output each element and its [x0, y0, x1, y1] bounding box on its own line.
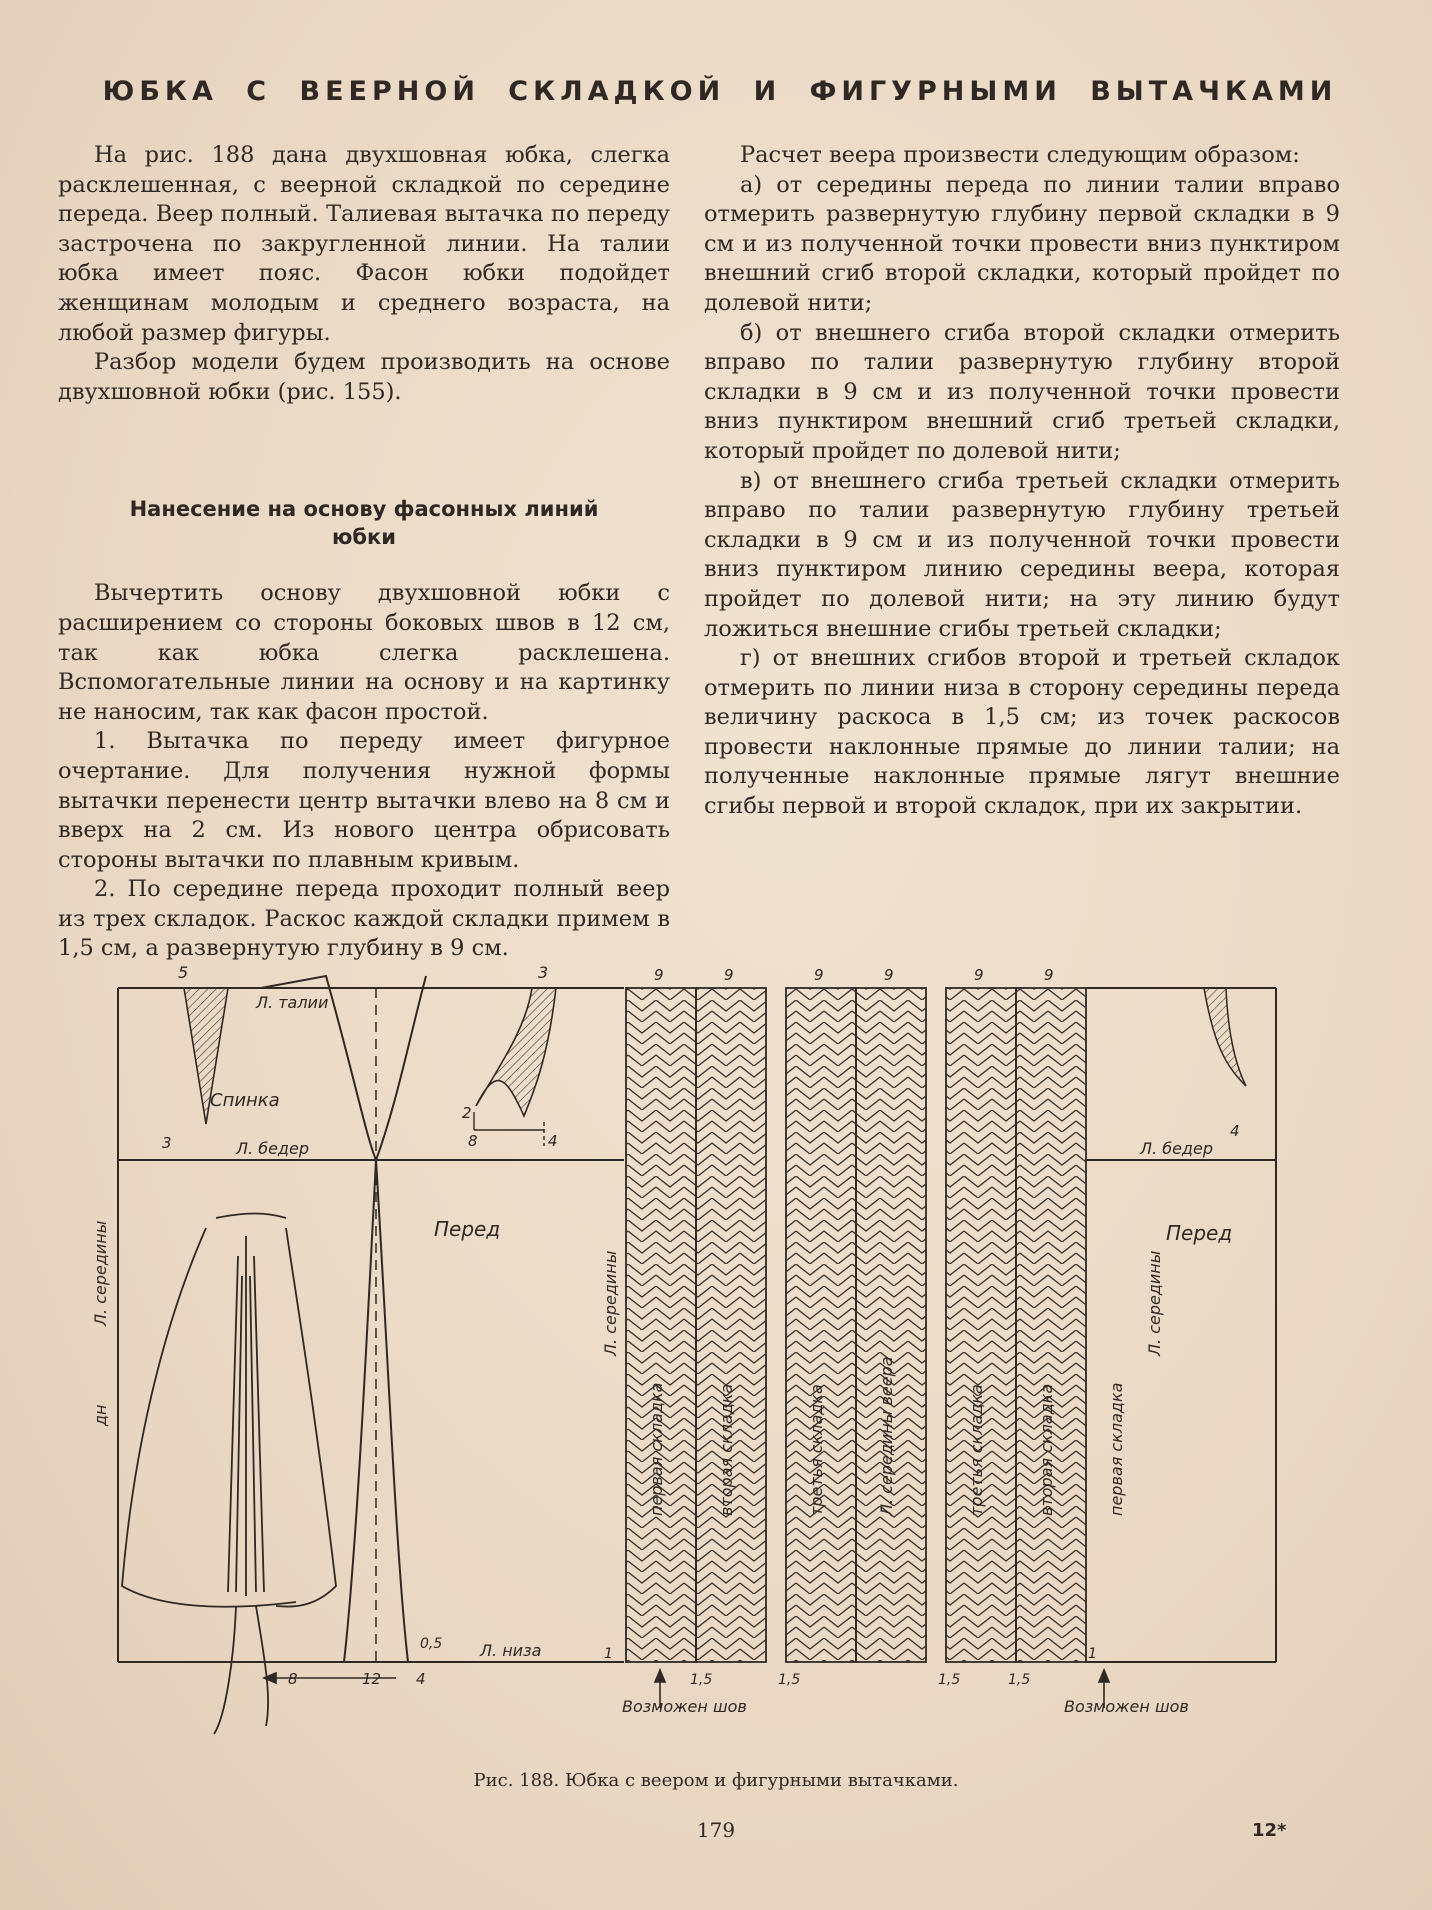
figure-caption: Рис. 188. Юбка с веером и фигурными вытачками. [473, 1770, 959, 1791]
paragraph: 1. Вытачка по переду имеет фигурное очертание. Для получения нужной формы вытачки перенести центр вытачки влево на 8 см и вверх на 2 см. Из нового центра обрисовать стороны вытачки по плавным кривым. [58, 728, 670, 873]
point-number: 3 [162, 1134, 172, 1152]
page-title: ЮБКА С ВЕЕРНОЙ СКЛАДКОЙ И ФИГУРНЫМИ ВЫТАЧКАМИ [102, 76, 1338, 107]
right-dart [1204, 988, 1246, 1086]
skirt-right-outline [1086, 988, 1276, 1662]
point-number: 1 [1088, 1646, 1097, 1662]
point-number: 12 [362, 1670, 382, 1688]
pleat-panel [626, 988, 696, 1662]
pleat-panel [696, 988, 766, 1662]
center-line-label-right: Л. середины [1145, 1250, 1164, 1356]
front-label: Перед [434, 1217, 501, 1241]
pattern-drawing [91, 956, 1296, 1756]
hip-line-label: Л. бедер [236, 1139, 309, 1158]
pleat-label: Л. середины веера [877, 1356, 896, 1516]
pleat-depth: 9 [884, 966, 894, 984]
offset-value: 1,5 [778, 1672, 801, 1688]
point-number: 4 [416, 1670, 426, 1688]
point-number: 4 [1230, 1122, 1240, 1140]
offset-value: 1,5 [690, 1672, 713, 1688]
offset-value: 1,5 [1008, 1672, 1031, 1688]
skirt-base-outline [118, 976, 624, 1662]
pleat-panel [1016, 988, 1086, 1662]
point-number: 2 [462, 1104, 472, 1122]
paragraph: б) от внешнего сгиба второй складки отмерить вправо по талии развернутую глубину второй складки в 9 см и из полученной точки провести вниз пунктиром внешний сгиб третьей складки, который пройдет по долевой нити; [704, 319, 1340, 464]
pleat-depth: 9 [814, 966, 824, 984]
point-number: 5 [178, 963, 189, 982]
point-number: 8 [288, 1670, 298, 1688]
hip-line-label-right: Л. бедер [1140, 1139, 1213, 1158]
pleat-depth: 9 [724, 966, 734, 984]
offset-value: 1,5 [938, 1672, 961, 1688]
pleat-label: первая складка [1107, 1382, 1126, 1516]
front-label-right: Перед [1166, 1221, 1233, 1245]
pleat-label: первая складка [647, 1382, 666, 1516]
pleat-panel [856, 988, 926, 1662]
right-text-column [704, 141, 1340, 822]
back-label: Спинка [210, 1090, 280, 1111]
paragraph: 2. По середине переда проходит полный веер из трех складок. Раскос каждой складки примем в 1,5 см, а развернутую глубину в 9 см. [58, 876, 670, 962]
center-line-label: Л. середины [91, 1220, 110, 1326]
front-dart [476, 988, 556, 1116]
seam-label-right: Возможен шов [1064, 1697, 1189, 1716]
paragraph: Вычертить основу двухшовной юбки с расширением со стороны боковых швов в 12 см, так как юбка слегка расклешена. Вспомогательные линии на основу и на картинку не наносим, так как фасон простой. [58, 580, 670, 725]
pleat-panel [946, 988, 1016, 1662]
waist-line-label: Л. талии [256, 993, 329, 1012]
paragraph: в) от внешнего сгиба третьей складки отмерить вправо по талии развернутую глубину третьей складки в 9 см и из полученной точки провести вниз пунктиром линию середины веера, которая пройдет по долевой нити; на эту линию будут ложиться внешние сгибы третьей складки; [704, 467, 1340, 642]
model-sketch [122, 1214, 336, 1735]
pleat-label: третья складка [807, 1384, 826, 1516]
point-number: 8 [468, 1132, 478, 1150]
page-number: 179 [696, 1818, 736, 1842]
pleat-label: третья складка [967, 1384, 986, 1516]
pleat-label: вторая складка [717, 1383, 736, 1516]
paragraph: г) от внешних сгибов второй и третьей складок отмерить по линии низа в сторону середины переда величину раскоса в 1,5 см; из точек раскосов провести наклонные прямые до линии талии; на полученные наклонные прямые лягут внешние сгибы первой и второй складок, при их закрытии. [704, 645, 1340, 820]
grain-label: дн [91, 1404, 110, 1426]
pleat-depth: 9 [654, 966, 664, 984]
seam-label: Возможен шов [622, 1697, 747, 1716]
pleat-label: вторая складка [1037, 1383, 1056, 1516]
paragraph: Разбор модели будем производить на основе двухшовной юбки (рис. 155). [58, 349, 670, 405]
point-number: 4 [548, 1132, 558, 1150]
pleat-panel [786, 988, 856, 1662]
signature-mark: 12* [1252, 1820, 1287, 1841]
pleat-depth: 9 [1044, 966, 1054, 984]
paragraph: На рис. 188 дана двухшовная юбка, слегка расклешенная, с веерной складкой по середине переда. Веер полный. Талиевая вытачка по переду застрочена по закругленной линии. На талии юбка имеет пояс. Фасон юбки подойдет женщинам молодым и среднего возраста, на любой размер фигуры. [58, 142, 670, 346]
point-number: 1 [604, 1646, 613, 1662]
hem-line-label: Л. низа [480, 1641, 542, 1660]
paragraph: а) от середины переда по линии талии вправо отмерить развернутую глубину первой складки в 9 см и из полученной точки провести вниз пунктиром внешний сгиб второй складки, который пройдет по долевой нити; [704, 171, 1340, 316]
section-heading: Нанесение на основу фасонных линий юбки [129, 497, 599, 550]
left-text-column [58, 141, 670, 964]
point-number: 3 [538, 963, 549, 982]
paragraph: Расчет веера произвести следующим образом: [740, 142, 1300, 168]
pleat-depth: 9 [974, 966, 984, 984]
point-number: 0,5 [420, 1636, 443, 1652]
center-line-label-mid: Л. середины [601, 1250, 620, 1356]
